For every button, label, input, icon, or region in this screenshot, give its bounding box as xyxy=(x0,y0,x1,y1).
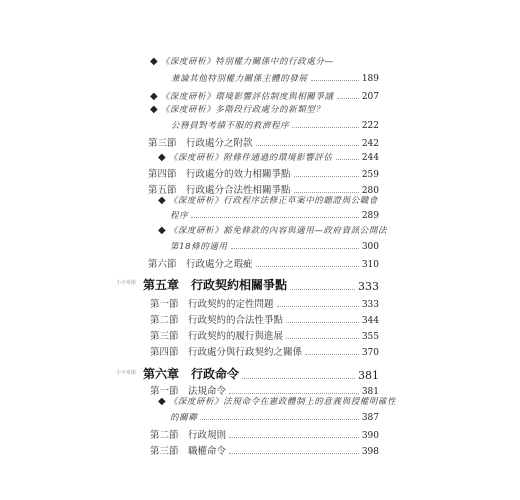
dot-leader xyxy=(231,248,359,249)
diamond-bullet-icon: ◆ xyxy=(150,103,158,115)
toc-section-title: 第一節 行政契約的定性問題 xyxy=(150,299,274,310)
toc-section-entry xyxy=(150,312,379,326)
toc-page-number: 280 xyxy=(361,186,379,196)
toc-page-number: 344 xyxy=(361,316,379,326)
toc-section-entry xyxy=(148,166,379,180)
toc-entry-text: 兼論其他特別權力關係主體的發展 xyxy=(171,74,308,84)
dot-leader xyxy=(290,289,355,290)
toc-entry xyxy=(158,151,379,163)
toc-section-title: 第六節 行政處分之瑕疵 xyxy=(148,259,253,270)
toc-chapter-entry xyxy=(143,276,379,293)
dot-leader xyxy=(286,338,359,339)
dot-leader xyxy=(229,393,359,394)
toc-page-number: 244 xyxy=(361,153,379,163)
toc-section-title: 第三節 行政契約的履行與進展 xyxy=(150,331,284,342)
toc-analysis-item xyxy=(158,224,387,236)
dot-leader xyxy=(294,176,359,177)
toc-section-entry xyxy=(150,443,379,457)
toc-page-number: 381 xyxy=(361,387,379,397)
toc-page-number: 398 xyxy=(361,447,379,457)
toc-section-entry xyxy=(150,296,379,310)
toc-section-title: 第二節 行政規則 xyxy=(150,430,227,441)
dot-leader xyxy=(256,145,359,146)
toc-section-title: 第二節 行政契約的合法性爭點 xyxy=(150,315,284,326)
toc-section-title: 第三節 職權命令 xyxy=(150,446,227,457)
toc-entry-text: 《深度研析》附條件通過的環境影響評估 xyxy=(168,153,333,163)
toc-section-entry xyxy=(150,427,379,441)
toc-entry-text: 的關聯 xyxy=(170,413,198,423)
dot-leader xyxy=(337,98,359,99)
toc-page-number: 207 xyxy=(361,92,379,102)
toc-page-number: 333 xyxy=(358,280,379,293)
toc-page-number: 259 xyxy=(361,170,379,180)
toc-entry xyxy=(171,119,379,131)
toc-page-number: 387 xyxy=(361,413,379,423)
toc-entry xyxy=(170,411,379,423)
toc-page-number: 370 xyxy=(361,348,379,358)
toc-page-number: 242 xyxy=(361,139,379,149)
dot-leader xyxy=(256,266,359,267)
toc-entry xyxy=(170,240,379,252)
toc-page-number: 222 xyxy=(361,121,379,131)
toc-section-title: 第四節 行政處分的效力相關爭點 xyxy=(148,169,291,180)
toc-analysis-title: 《深度研析》法規命令在憲政體制上的意義與授權明確性 xyxy=(168,397,397,407)
dot-leader xyxy=(286,322,359,323)
diamond-bullet-icon: ◆ xyxy=(158,152,166,163)
toc-page-number: 189 xyxy=(361,74,379,84)
toc-analysis-item xyxy=(150,55,334,67)
toc-page-number: 390 xyxy=(361,431,379,441)
toc-section-title: 第三節 行政處分之附款 xyxy=(148,138,253,149)
toc-entry-text: 公務員對考績不服的救濟程序 xyxy=(171,121,290,131)
toc-analysis-item xyxy=(158,194,378,206)
toc-section-title: 第五節 行政處分合法性相關爭點 xyxy=(148,185,291,196)
dot-leader xyxy=(311,80,359,81)
chapter-marker: 小字章節 xyxy=(116,370,137,376)
toc-analysis-title: 《深度研析》多階段行政處分的新類型？ xyxy=(160,105,325,115)
dot-leader xyxy=(294,192,359,193)
toc-section-title: 第一節 法規命令 xyxy=(150,386,227,397)
diamond-bullet-icon: ◆ xyxy=(150,55,158,67)
diamond-bullet-icon: ◆ xyxy=(158,224,166,236)
toc-section-entry xyxy=(148,135,379,149)
toc-page-number: 289 xyxy=(361,211,379,221)
toc-page-number: 310 xyxy=(361,260,379,270)
toc-analysis-title: 《深度研析》特別權力關係中的行政處分— xyxy=(160,57,334,67)
toc-chapter-title: 第六章 行政命令 xyxy=(143,367,240,381)
toc-section-entry xyxy=(150,328,379,342)
toc-entry-text: 《深度研析》環境影響評估制度與相關爭議 xyxy=(160,92,334,102)
dot-leader xyxy=(229,437,359,438)
toc-analysis-title: 《深度研析》行政程序法修正草案中的聽證與公職會 xyxy=(168,196,379,206)
toc-entry xyxy=(170,209,379,221)
toc-chapter-title: 第五章 行政契約相關爭點 xyxy=(143,278,288,292)
toc-analysis-title: 《深度研析》豁免條款的內容與適用—政府資訊公開法 xyxy=(168,226,388,236)
dot-leader xyxy=(305,354,359,355)
dot-leader xyxy=(229,453,359,454)
toc-section-entry xyxy=(148,256,379,270)
diamond-bullet-icon: ◆ xyxy=(158,194,166,206)
toc-entry xyxy=(171,72,379,84)
dot-leader xyxy=(336,159,359,160)
toc-entry-text: 程序 xyxy=(170,211,189,221)
toc-analysis-item xyxy=(150,103,325,115)
dot-leader xyxy=(200,419,359,420)
dot-leader xyxy=(191,217,359,218)
toc-entry-text: 第18條的適用 xyxy=(170,242,228,252)
toc-analysis-item xyxy=(158,395,396,407)
diamond-bullet-icon: ◆ xyxy=(158,395,166,407)
chapter-marker: 小字章節 xyxy=(116,280,137,286)
toc-page-number: 381 xyxy=(358,369,379,382)
diamond-bullet-icon: ◆ xyxy=(150,91,158,102)
toc-page-number: 355 xyxy=(361,332,379,342)
toc-chapter-entry xyxy=(143,365,379,382)
toc-page-number: 333 xyxy=(361,300,379,310)
toc-entry xyxy=(150,90,379,102)
dot-leader xyxy=(292,127,359,128)
toc-page-number: 300 xyxy=(361,242,379,252)
toc-section-title: 第四節 行政處分與行政契約之關係 xyxy=(150,347,303,358)
dot-leader xyxy=(277,306,359,307)
toc-section-entry xyxy=(150,344,379,358)
dot-leader xyxy=(242,378,355,379)
